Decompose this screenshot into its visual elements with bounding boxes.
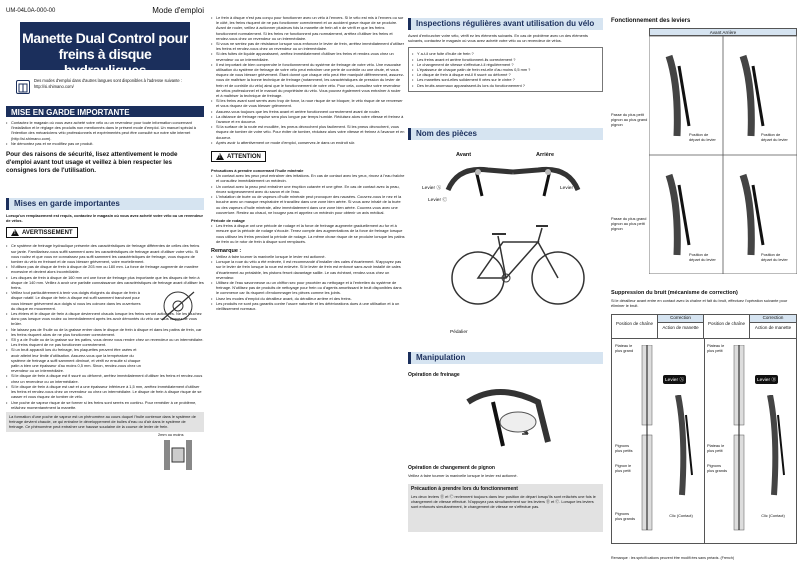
list-item: • Veillez tout particulièrement à tenir vos doigts éloignés du disque de frein à disque rotatif. Le disque de frein à disque est suffi samment tranchant pour vous blesser grièvement aux doigts si vous les coincez dans les ouvertures du disque en mouvement. <box>6 290 204 311</box>
mise-en-garde-heading: MISE EN GARDE IMPORTANTE <box>6 106 204 117</box>
title-box <box>20 22 190 78</box>
pos-depart-label: Position de départ du levier <box>689 252 716 263</box>
braking-operation-illustration <box>448 382 568 460</box>
list-item: • Si le disque de frein à disque est usé et a une épaisseur inférieure à 1,5 mm, arrêtez immédiatement d'utiliser les freins et rendez-vous chez un revendeur ou chez un intermédiaire. Le disque de frein à disque risque de se casser et vous risquez de tomber de vélo. <box>6 384 204 400</box>
mode-label: Mode d'emploi <box>152 6 204 15</box>
pignons-grands-label: Pignons plus grands <box>615 511 636 522</box>
list-item: • Un contact avec les yeux peut entraîner des irritations. En cas de contact avec les yeux, rincez à l'eau fraîche et consultez immédiatement un médecin. <box>211 173 405 183</box>
fonctionnement-heading: Fonctionnement des leviers <box>611 18 691 24</box>
arriere-header: Avant Arrière <box>649 28 797 36</box>
list-item: • Les freins avant et arrière fonctionnent-ils correctement ? <box>412 57 599 62</box>
list-item: • Les produits ne sont pas garantis contre l'usure naturelle et les détériorations dues à une utilisation et à un vieillissement normaux. <box>211 301 405 311</box>
precaution-box <box>408 484 603 532</box>
rodage-list <box>211 223 405 244</box>
list-item: • Les disques de frein à disque de 160 mm ont une force de freinage plus importante que les disques de frein à disque de 140 mm. Veillez à avoir une parfaite connaissance des caractéristiques de freinage avant d'utiliser les freins. <box>6 275 204 291</box>
list-item: • N'utilisez pas de disque de frein à disque de 203 mm ou 180 mm. La force de freinage augmente de manière excessive et devient alors incontrôlable. <box>6 264 204 274</box>
figure-label: 2mm ou moins <box>158 432 184 437</box>
clic-label: Clic (Contact) <box>761 513 785 518</box>
list-item: • Il est important de bien comprendre le fonctionnement du système de freinage de votre vélo. Une mauvaise utilisation du système de freinage de votre vélo peut entraîner une perte de contrôle ou une chute, et vous risquez de vous blesser grièvement. Étant donné que chaque vélo peut être manipulé différemment, assurez-vous de maîtriser la bonne technique de freinage (notamment, les caractéristiques de pression du levier de frein et de contrôle du vélo) ainsi que le fonctionnement de votre vélo. Pour cela, consultez votre revendeur de vélos professionnel et le manuel du propriétaire du vélo. Vous pouvez également vous entraîner à rouler et à maîtriser la technique de freinage. <box>211 62 405 98</box>
pad-thickness-illustration <box>156 438 200 472</box>
list-item: • Si vous ne sentez pas de résistance lorsque vous enfoncez le levier de frein, arrêtez immédiatement d'utiliser les freins et rendez-vous chez un revendeur ou un intermédiaire. <box>211 41 405 51</box>
col-correction: Correction <box>750 315 796 323</box>
clic-label: Clic (Contact) <box>669 513 693 518</box>
op-pignon-text: Veillez à faire tourner la manivelle lorsque le levier est actionné. <box>408 473 518 478</box>
correction-table <box>611 314 797 544</box>
list-item: • Veillez à faire tourner la manivelle lorsque le levier est actionné. <box>211 254 405 259</box>
noms-heading: Nom des pièces <box>408 128 603 140</box>
pos-depart-label: Position de départ du levier <box>761 252 788 263</box>
precaution-text: Les deux leviers Ⓑ et Ⓒ reviennent toujours dans leur position de départ lorsqu'ils sont relâchés une fois le changement de vitesse effectué. N'appuyez pas simultanément sur les leviers Ⓑ et Ⓒ. Lorsque les leviers sont enfoncés simultanément, le changement de vitesse ne s'effectue pas. <box>411 494 596 510</box>
op-freinage-heading: Opération de freinage <box>408 372 460 378</box>
levier-a-label: Levier Ⓐ <box>422 186 442 191</box>
list-item: • L'inhalation de buée ou de vapeurs d'huile minérale peut provoquer des nausées. Couvrez-vous le nez et la bouche avec un masque respiratoire et travaillez dans une zone bien aérée. Si vous avez inhalé de la buée ou des vapeurs d'huile minérale, allez immédiatement dans une zone bien aérée. Couvrez-vous avec une couverture. Restez au chaud, ne bougez pas et appelez un médecin pour obtenir un avis médical. <box>211 194 405 215</box>
mise-en-garde-section <box>6 106 204 175</box>
list-item: • Le disque de frein à disque est-il fi ssuré ou déformé ? <box>412 72 599 77</box>
column-3 <box>408 0 603 567</box>
levier-b-label: Levier Ⓑ <box>560 186 580 191</box>
safety-bold-note: Pour des raisons de sécurité, lisez attentivement le mode d'emploi avant tout usage et veillez à bien respecter les consignes lors de l'utilisation. <box>6 151 178 175</box>
inspections-heading: Inspections régulières avant utilisation du vélo <box>408 18 603 30</box>
list-item: • La distance de freinage requise sera plus longue par temps humide. Réduisez alors votre vitesse et freinez à l'avance et en douceur. <box>211 114 405 124</box>
avertissement-label: ! AVERTISSEMENT <box>6 227 78 238</box>
list-item: • Les freins à disque ont une période de rodage et la force de freinage augmente graduellement au fur et à mesure que la période de rodage s'écoule. Tenez compte des augmentations de la force de freinage lorsque vous utilisez les freins pendant la période de rodage. La même chose risque de se produire lorsque les patins de frein ou le rotor de frein à disque sont remplacés. <box>211 223 405 244</box>
list-item: • S'il y a de l'huile ou de la graisse sur les patins, vous devez vous rendre chez un revendeur ou un intermédiaire. Les freins risquent de ne pas fonctionner correctement. <box>6 337 204 347</box>
list-item: • Lisez les modes d'emploi du dérailleur avant, du dérailleur arrière et des freins. <box>211 296 405 301</box>
precaution-heading: Précaution à prendre lors du fonctionnement <box>411 486 518 492</box>
column-1 <box>6 0 204 567</box>
list-item: • Si le disque de frein à disque est fi ssuré ou déformé, arrêtez immédiatement d'utiliser les freins et rendez-vous chez un revendeur ou un intermédiaire. <box>6 373 204 383</box>
list-item: • Ne laissez pas de l'huile ou de la graisse entrer dans le disque de frein à disque et dans les patins de frein, car les freins risquent alors de ne plus fonctionner correctement. <box>6 327 204 337</box>
grand-pignon-label: Passe du plus grand pignon au plus petit pignon <box>611 216 647 232</box>
manipulation-heading: Manipulation <box>408 352 603 364</box>
remarque-list <box>211 254 405 311</box>
column-4 <box>611 0 797 567</box>
chain-diagram <box>728 345 750 535</box>
plateau-grand-label: Plateau le plus grand <box>615 343 634 354</box>
pedalier-label: Pédalier <box>450 330 468 335</box>
levier-a-badge: Levier Ⓐ <box>663 375 686 384</box>
pignons-petits-label: Pignons plus petits <box>615 443 633 454</box>
suppression-heading: Suppression du bruit (mécanisme de correction) <box>611 290 738 296</box>
avant-label: Avant <box>456 152 472 158</box>
levier-c-label: Levier Ⓒ <box>428 198 448 203</box>
inspections-intro: Avant d'enfourcher votre vélo, vérifi ez les éléments suivants. En cas de problème avec un des éléments suivants, contactez le magasin où vous avez acheté votre vélo ou un revendeur de vélos. <box>408 33 588 44</box>
warning-icon <box>216 153 224 160</box>
list-item: • Utilisez de l'eau savonneuse ou un chiffon sec pour procéder au nettoyage et à l'entretien du système de freinage. N'utilisez pas de produits de nettoyage pour frein ou d'agents amortissant le bruit disponibles dans le commerce car ils risquent d'endommager les pièces comme les joints. <box>211 280 405 296</box>
pos-depart-label: Position de départ du levier <box>689 132 716 143</box>
col-pos-chaine: Position de chaîne <box>612 315 658 339</box>
brake-warnings-list <box>211 15 405 145</box>
plateau-petit-label: Plateau le plus petit <box>707 343 725 354</box>
lever-action-diagram <box>760 395 790 505</box>
list-item: • Y a-t-il une fuite d'huile de frein ? <box>412 51 599 56</box>
rodage-heading: Période de rodage <box>211 217 245 223</box>
attention-label: ! ATTENTION <box>211 151 266 162</box>
list-item: • Le frein à disque n'est pas conçu pour fonctionner avec un vélo à l'envers. Si le vélo est mis à l'envers ou sur le côté, les freins risquent de ne pas fonctionner correctement et un accident grave risque de se produire. Avant de rouler, veillez à actionner plusieurs fois la manette de frein afi n de vérifi er que les freins fonctionnent normalement. Si les freins ne fonctionnent pas normalement, arrêtez d'utiliser les freins et rendez-vous chez un revendeur ou un intermédiaire. <box>211 15 405 41</box>
list-item: • Contactez le magasin où vous avez acheté votre vélo ou un revendeur pour toute information concernant l'installation et le réglage des produits non mentionnés dans le présent mode d'emploi. Un manuel spécial à l'intention des mécaniciens vélo professionnels et expérimentés peut être consulté sur notre site internet (http://si.shimano.com). <box>6 120 204 141</box>
bicycle-illustration <box>448 210 588 310</box>
list-item: • Si la surface de la route est mouillée, les pneus décrochent plus facilement. Si les pneus décrochent, vous risquez de tomber de votre vélo. Pour éviter de tomber, réduisez alors votre vitesse et freinez à l'avance et en douceur. <box>211 124 405 140</box>
warning-icon <box>11 229 19 236</box>
list-item: • Après avoir lu attentivement ce mode d'emploi, conservez-le dans un endroit sûr. <box>211 140 405 145</box>
col-pos-chaine: Position de chaîne <box>704 315 750 339</box>
list-item: • Les étriers et le disque de frein à disque deviennent chauds lorsque les freins seront actionnés. Ne les touchez donc pas lorsque vous roulez ou immédiatement après les avoir démontés du vélo car vous risquez de vous brûler. <box>6 311 204 327</box>
list-item: • Si des fuites de liquide apparaissent, arrêtez immédiatement d'utiliser les freins et rendez-vous chez un revendeur ou un intermédiaire. <box>211 51 405 61</box>
lever-operation-illustration <box>649 36 797 274</box>
list-item: • Assurez-vous toujours que les freins avant et arrière fonctionnent correctement avant de rouler. <box>211 109 405 114</box>
list-item: • Le changement de vitesse s'effectue-t-il régulièrement ? <box>412 62 599 67</box>
list-item: • Des bruits anormaux apparaissent-ils lors du fonctionnement ? <box>412 83 599 88</box>
mises-en-garde-heading: Mises en garde importantes <box>6 198 204 210</box>
list-item: • L'épaisseur de chaque patin de frein est-elle d'au moins 0,5 mm ? <box>412 67 599 72</box>
replacement-note: Lorsqu'un remplacement est requis, contactez le magasin où vous avez acheté votre vélo ou un revendeur de vélos. <box>6 213 204 224</box>
vapor-lock-note: La formation d'une poche de vapeur est un phénomène au cours duquel l'huile contenue dans le système de freinage devient chaude, ce qui entraîne le développement de bulles d'eau ou d'air dans le système de freinage. Ce phénomène peut entraîner une hausse soudaine de la course de levier de frein. <box>6 412 204 432</box>
list-item: • Un contact avec la peau peut entraîner une éruption cutanée et une gêne. En cas de contact avec la peau, rincez soigneusement avec du savon et de l'eau. <box>211 184 405 194</box>
warning-list <box>6 243 204 410</box>
intro-text: Des modes d'emploi dans d'autres langues sont disponibles à l'adresse suivante : http://si.shimano.com/ <box>34 78 182 89</box>
plateau-petit-label: Plateau le plus petit <box>707 443 725 454</box>
list-item: • Si les freins avant sont serrés avec trop de force, la roue risque de se bloquer, le vélo risque de se renverser et vous risquez de vous blesser grièvement. <box>211 98 405 108</box>
document-code: UM-04L0A-000-00 <box>6 8 56 14</box>
huile-list <box>211 173 405 215</box>
arriere-label: Arrière <box>536 152 555 158</box>
remarque-heading: Remarque : <box>211 247 242 254</box>
list-item: • Ce système de freinage hydraulique présente des caractéristiques de freinage différentes de celles des freins sur jante. Familiarisez-vous suffit samment avec les caractéristiques de freinage avant d'utiliser votre vélo. Si vous roulez et que vous ne connaissez pas suffi samment les caractéristiques de freinage, vous risquez de tomber du vélo en freinant et de vous blesser grièvement, voire mortellement. <box>6 243 204 264</box>
pignon-petit-label: Pignon le plus petit <box>615 463 632 474</box>
petit-pignon-label: Passe du plus petit pignon au plus grand pignon <box>611 112 648 128</box>
chain-diagram <box>636 345 658 535</box>
rotor-finger-illustration <box>156 288 200 324</box>
huile-heading: Précautions à prendre concernant l'huile minérale <box>211 168 304 174</box>
title-line1: Manette Dual Control pour <box>22 30 188 46</box>
inspections-box <box>408 47 603 91</box>
col-action: Action de manette <box>750 323 796 339</box>
list-item: • Une poche de vapeur risque de se former si les freins sont serrés en continu. Pour remédier à ce problème, relâchez momentanément la manette. <box>6 400 204 410</box>
inspections-list <box>412 51 599 87</box>
lever-action-diagram <box>668 395 698 505</box>
op-pignon-heading: Opération de changement de pignon <box>408 465 495 471</box>
col-action: Action de manette <box>658 323 704 339</box>
list-item: • Si un bruit apparaît lors du freinage, les plaquettes peuvent être usées et avoir atteint leur limite d'utilisation. Assurez-vous que la température du système de freinage a suffi samment diminué, et vérifi ez ensuite si chaque patin a bien une épaisseur d'au moins 0,5 mm. Sinon, rendez-vous chez un revendeur ou un intermédiaire. <box>6 347 204 373</box>
book-icon <box>16 80 30 94</box>
column-2 <box>211 0 405 567</box>
title-line2: freins à disque hydrauliques <box>58 46 152 78</box>
list-item: • Ne démontez pas et ne modifiez pas ce produit. <box>6 141 204 146</box>
pos-depart-label: Position de départ du levier <box>761 132 788 143</box>
pignons-grands-label: Pignons plus grands <box>707 463 728 474</box>
suppression-text: Si le dérailleur avant entre en contact avec la chaîne et fait du bruit, effectuez l'opération suivante pour éliminer le bruit. <box>611 298 788 309</box>
list-item: • Lorsque la roue du vélo a été enlevée, il est recommandé d'installer des cales d'écartement. N'appuyez pas sur le levier de frein lorsque la roue est enlevée. Si le levier de frein est enfoncé sans avoir installé de cales d'écartement au préalable, les pistons feront davantage saillie. Le cas échéant, rendez-vous chez un revendeur. <box>211 259 405 280</box>
col-correction: Correction <box>658 315 704 323</box>
levier-b-badge: Levier Ⓑ <box>755 375 778 384</box>
footer-note: Remarque : les spécifi cations peuvent être modifi ées sans préavis. (French) <box>611 556 735 560</box>
handlebar-illustration <box>438 160 588 208</box>
mise-en-garde-list <box>6 120 204 146</box>
list-item: • Les manettes sont-elles solidement fi xées sur le cintre ? <box>412 77 599 82</box>
